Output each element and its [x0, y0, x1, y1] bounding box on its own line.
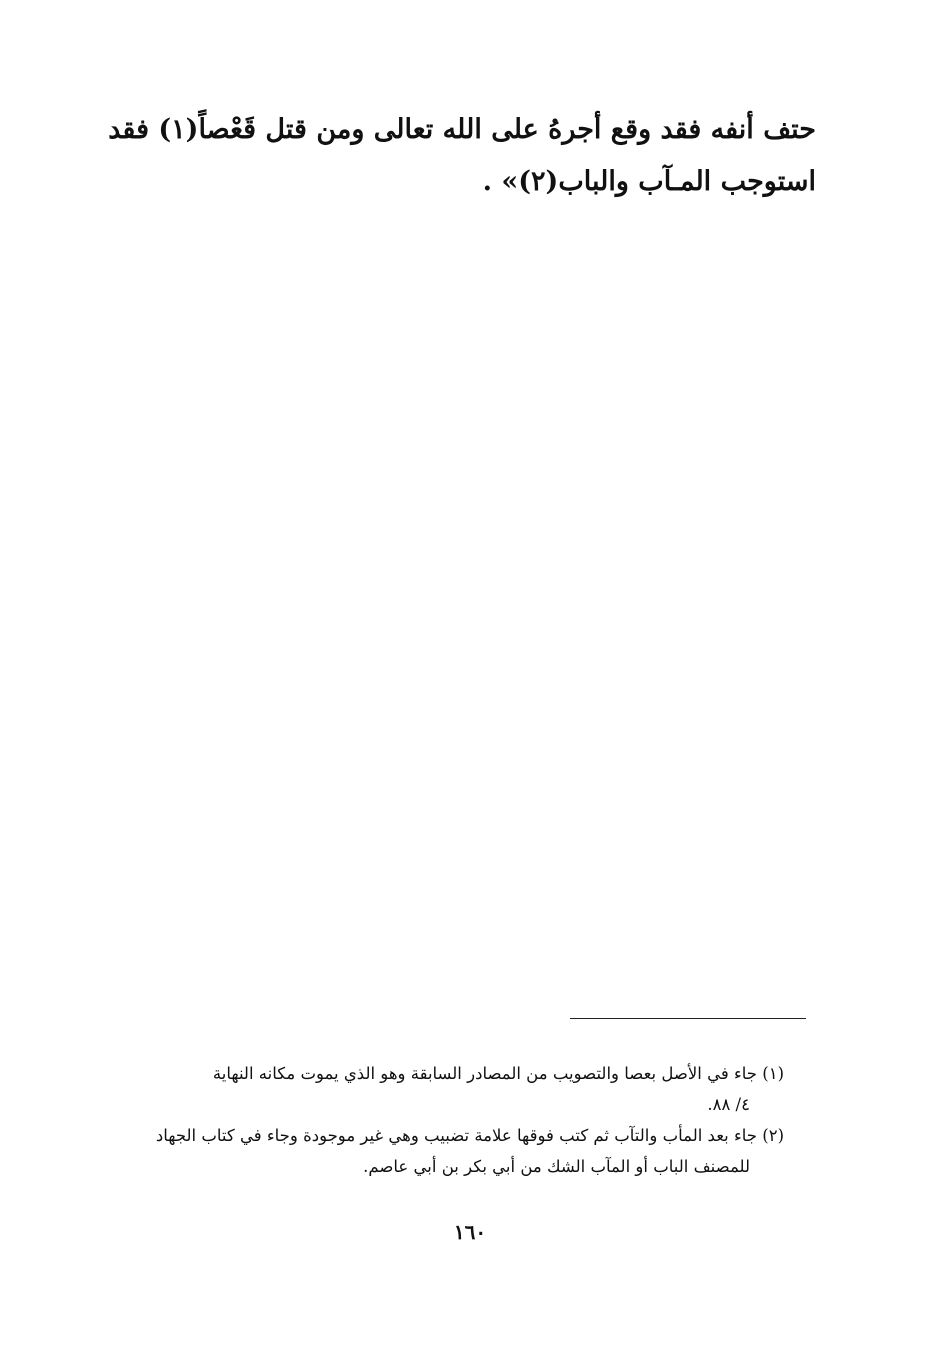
footnotes: [128, 1058, 784, 1182]
footnote-2-line: (٢) جاء بعد المأب والتآب ثم كتب فوقها علامة تضبيب وهي غير موجودة وجاء في كتاب الجهاد: [155, 1126, 784, 1145]
main-text-line: استوجب المـآب والباب(٢)» .: [482, 166, 816, 197]
page-number: ١٦٠: [453, 1220, 487, 1244]
footnote-2-continuation: للمصنف الباب أو المآب الشك من أبي بكر بن أبي عاصم.: [363, 1157, 750, 1176]
footnote-divider: [570, 1018, 806, 1019]
footnote-1-continuation: ٤/ ٨٨.: [707, 1095, 750, 1114]
main-text-line: حتف أنفه فقد وقع أجرهُ على الله تعالى ومن قتل قَعْصاً(١) فقد: [108, 114, 816, 145]
footnote-1-line: (١) جاء في الأصل بعصا والتصويب من المصادر السابقة وهو الذي يموت مكانه النهاية: [212, 1064, 784, 1083]
main-text: [108, 104, 816, 208]
